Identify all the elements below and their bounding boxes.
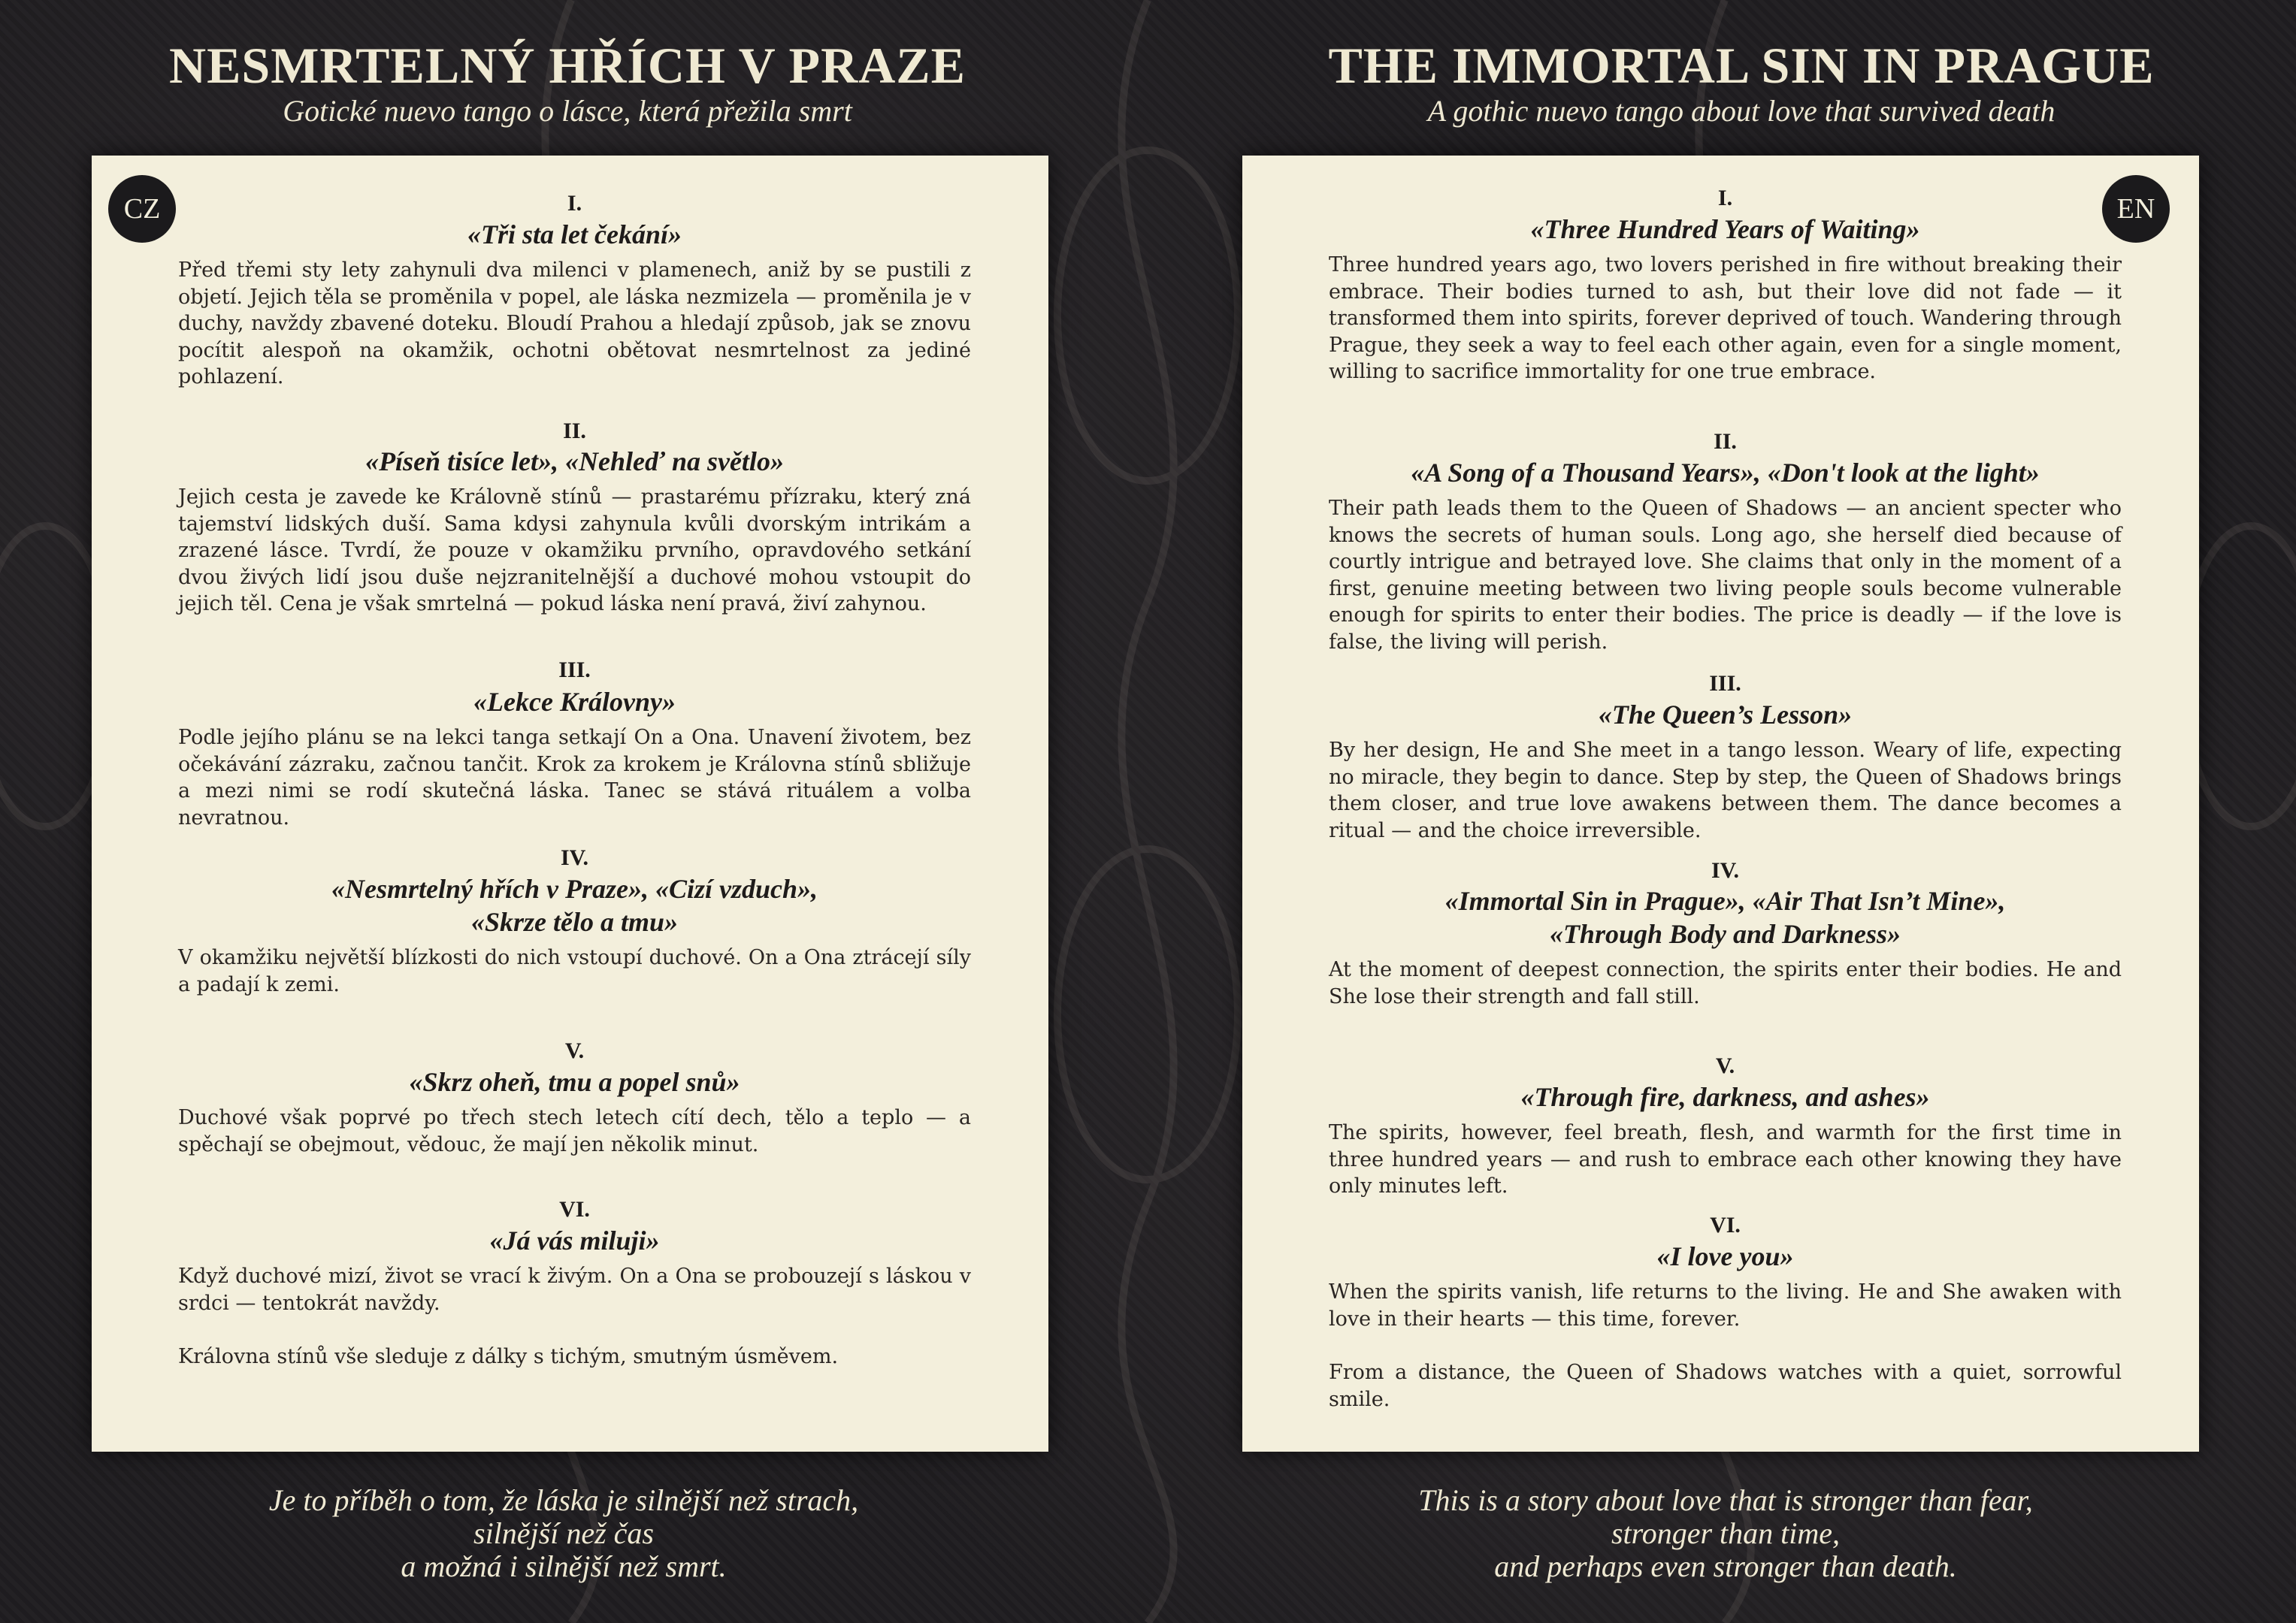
section-title <box>1329 1080 2122 1114</box>
subtitle-cz: Gotické nuevo tango o lásce, která přežila smrt <box>283 94 852 128</box>
section-title <box>178 1224 971 1257</box>
section-title-line: «Nesmrtelný hřích v Praze», «Cizí vzduch», <box>331 874 818 904</box>
section-title-line: «Píseň tisíce let», «Nehleď na světlo» <box>365 446 784 476</box>
title-en: THE IMMORTAL SIN IN PRAGUE <box>1328 37 2155 94</box>
closing-quote-line: and perhaps even stronger than death. <box>1494 1549 1957 1583</box>
section-body <box>178 944 971 998</box>
section-number: V. <box>564 1038 585 1063</box>
section-title-line: «Skrz oheň, tmu a popel snů» <box>409 1067 740 1097</box>
section-number: IV. <box>1711 858 1739 883</box>
section-title <box>1329 698 2122 731</box>
section-body <box>178 1105 971 1158</box>
closing-quote-cz <box>75 1484 1052 1583</box>
section-paragraph: Královna stínů vše sleduje z dálky s tichým, smutným úsměvem. <box>178 1345 839 1368</box>
section-body <box>178 257 971 391</box>
section-title <box>178 1065 971 1099</box>
section-title-line: «Tři sta let čekání» <box>467 219 682 249</box>
section-paragraph: Three hundred years ago, two lovers perished in fire without breaking their embrace. Their bodies turned to ash, but their love did not fade — it transformed them into spirits, forever deprived of touch. Wandering through Prague, they seek a way to feel each other again, even for a single moment, willing to sacrifice immortality for one true embrace. <box>1329 253 2122 383</box>
section-paragraph: Když duchové mizí, život se vrací k živým. On a Ona se probouzejí s láskou v srdci — tentokrát navždy. <box>178 1265 971 1315</box>
section-title-line: «A Song of a Thousand Years», «Don't look at the light» <box>1411 458 2040 488</box>
section-paragraph: V okamžiku největší blízkosti do nich vstoupí duchové. On a Ona ztrácejí síly a padají k zemi. <box>178 946 971 996</box>
section-title <box>1329 1240 2122 1273</box>
section-paragraph: Their path leads them to the Queen of Shadows — an ancient specter who knows the secrets of human souls. Long ago, she herself died because of courtly intrigue and betrayed love. She claims that only in the moment of a first, genuine meeting between two living people souls become vulnerable enough for spirits to enter their bodies. The price is deadly — if the love is false, the living will perish. <box>1329 497 2122 654</box>
closing-quote-line: a možná i silnější než smrt. <box>401 1549 727 1583</box>
section-number: III. <box>1709 671 1741 696</box>
subtitle-en: A gothic nuevo tango about love that survived death <box>1427 94 2056 128</box>
section-body <box>178 724 971 831</box>
section-number: III. <box>558 657 591 682</box>
section-title <box>1329 456 2122 489</box>
section-title-line: «Skrze tělo a tmu» <box>470 907 679 937</box>
section-number: II. <box>1714 429 1737 454</box>
closing-quote-line: silnější než čas <box>473 1516 654 1550</box>
section-body <box>178 1263 971 1371</box>
section-paragraph: By her design, He and She meet in a tango lesson. Weary of life, expecting no miracle, they begin to dance. Step by step, the Queen of Shadows brings them closer, and true love awakens between them. The dance becomes a ritual — and the choice irreversible. <box>1329 739 2122 842</box>
section-title-line: «The Queen’s Lesson» <box>1598 700 1853 730</box>
section-body <box>1329 737 2122 844</box>
section-paragraph: When the spirits vanish, life returns to the living. He and She awaken with love in their hearts — this time, forever. <box>1329 1280 2122 1331</box>
section-paragraph: Duchové však poprvé po třech stech letech cítí dech, tělo a teplo — a spěchají se obejmout, vědouc, že mají jen několik minut. <box>178 1106 971 1156</box>
section-title-line: «Já vás miluji» <box>489 1226 660 1256</box>
section-number: IV. <box>561 845 588 870</box>
section-title-line: «Lekce Královny» <box>473 687 676 717</box>
language-badge-cz: CZ <box>108 175 176 243</box>
section-number: VI. <box>559 1197 590 1222</box>
section-title <box>178 872 971 938</box>
section-title-line: «Three Hundred Years of Waiting» <box>1530 214 1920 244</box>
title-cz: NESMRTELNÝ HŘÍCH V PRAZE <box>168 37 966 94</box>
section-title-line: «Through fire, darkness, and ashes» <box>1520 1082 1930 1112</box>
section-paragraph: From a distance, the Queen of Shadows watches with a quiet, sorrowful smile. <box>1329 1361 2122 1411</box>
language-badge-en: EN <box>2102 175 2170 243</box>
section-body <box>1329 957 2122 1010</box>
section-title <box>178 218 971 251</box>
section-title <box>1329 884 2122 951</box>
section-paragraph: Podle jejího plánu se na lekci tanga setkají On a Ona. Unavení životem, bez očekávání zázraku, začnou tančit. Krok za krokem je Královna stínů sbližuje a mezi nimi se rodí skutečná láska. Tanec se stává rituálem a volba nevratnou. <box>178 726 971 830</box>
section-body <box>178 484 971 618</box>
section-body <box>1329 1279 2122 1413</box>
closing-quote-line: Je to příběh o tom, že láska je silnější než strach, <box>268 1483 859 1517</box>
section-body <box>1329 252 2122 385</box>
section-title <box>178 445 971 478</box>
section-paragraph: At the moment of deepest connection, the spirits enter their bodies. He and She lose their strength and fall still. <box>1329 958 2122 1008</box>
section-title-line: «I love you» <box>1656 1241 1794 1271</box>
section-title-line: «Immortal Sin in Prague», «Air That Isn’t Mine», <box>1444 886 2006 916</box>
closing-quote-line: This is a story about love that is stronger than fear, <box>1418 1483 2033 1517</box>
section-number: V. <box>1715 1053 1735 1078</box>
section-body <box>1329 1120 2122 1200</box>
closing-quote-en <box>1237 1484 2214 1583</box>
section-body <box>1329 495 2122 655</box>
section-paragraph: Jejich cesta je zavede ke Královně stínů — prastarému přízraku, který zná tajemství lidských duší. Sama kdysi zahynula kvůli dvorským intrikám a zrazené lásce. Tvrdí, že pouze v okamžiku prvního, opravdového setkání dvou živých lidí jsou duše nejzranitelnější a duchové mohou vstoupit do jejich těl. Cena je však smrtelná — pokud láska není pravá, živí zahynou. <box>178 485 971 615</box>
section-number: II. <box>563 419 586 443</box>
section-number: I. <box>1717 186 1733 210</box>
section-paragraph: The spirits, however, feel breath, flesh, and warmth for the first time in three hundred years — and rush to embrace each other knowing they have only minutes left. <box>1329 1121 2122 1198</box>
section-number: I. <box>567 191 582 216</box>
section-number: VI. <box>1710 1213 1741 1238</box>
section-title <box>1329 213 2122 246</box>
section-paragraph: Před třemi sty lety zahynuli dva milenci v plamenech, aniž by se pustili z objetí. Jejich těla se proměnila v popel, ale láska nezmizela — proměnila je v duchy, navždy zbavené doteku. Bloudí Prahou a hledají způsob, jak se znovu pocítit alespoň na okamžik, ochotni obětovat nesmrtelnost za jediné pohlazení. <box>178 258 971 388</box>
section-title-line: «Through Body and Darkness» <box>1549 919 1901 949</box>
section-title <box>178 685 971 718</box>
closing-quote-line: stronger than time, <box>1611 1516 1841 1550</box>
